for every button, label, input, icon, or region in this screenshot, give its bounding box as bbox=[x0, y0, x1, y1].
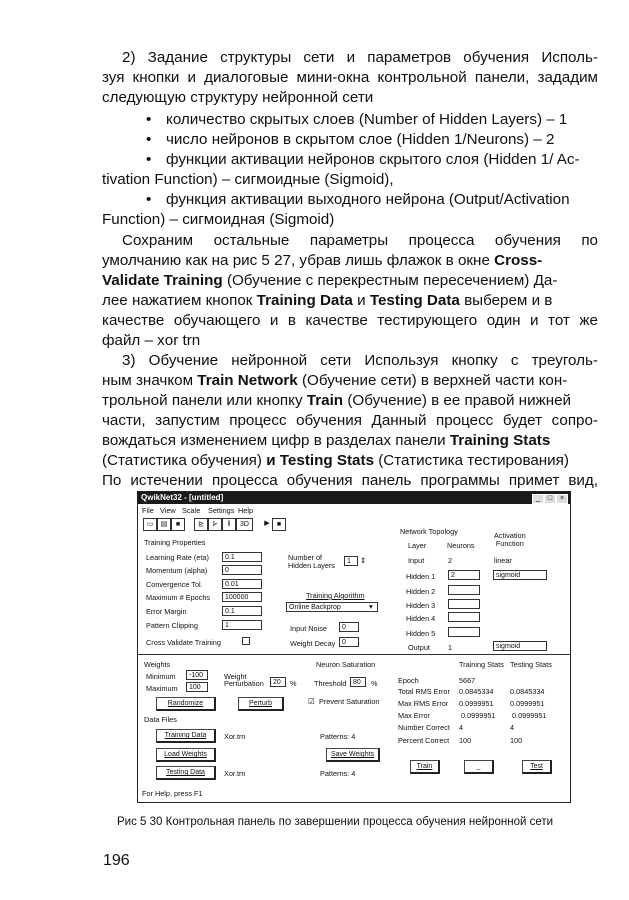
window-title: QwikNet32 - [untitled] bbox=[141, 493, 224, 502]
cross-validate-checkbox[interactable] bbox=[242, 637, 250, 645]
layer-hidden1-label: Hidden 1 bbox=[406, 572, 436, 581]
hidden4-neurons-input[interactable] bbox=[448, 612, 480, 622]
3d-plot-icon[interactable]: 3D bbox=[236, 518, 253, 531]
training-patterns: Patterns: 4 bbox=[320, 732, 356, 741]
menu-settings[interactable]: Settings bbox=[208, 506, 235, 515]
weights-perturbation-label: Weight Perturbation bbox=[224, 672, 264, 688]
para3-line-7: По истечении процесса обучения панель программы примет вид, bbox=[102, 472, 598, 489]
hidden3-neurons-input[interactable] bbox=[448, 599, 480, 609]
perturbation-percent: % bbox=[290, 679, 297, 688]
training-stats-header: Training Stats bbox=[459, 660, 504, 669]
hidden5-neurons-input[interactable] bbox=[448, 627, 480, 637]
hidden2-neurons-input[interactable] bbox=[448, 585, 480, 595]
output-activation-select[interactable]: sigmoid bbox=[493, 641, 547, 651]
max-epochs-label: Maximum # Epochs bbox=[146, 593, 211, 602]
divider bbox=[138, 654, 570, 655]
menu-file[interactable]: File bbox=[142, 506, 154, 515]
error-plot-icon[interactable]: ⊵ bbox=[194, 518, 208, 531]
error-margin-input[interactable]: 0.1 bbox=[222, 606, 262, 616]
chevron-down-icon[interactable]: ▾ bbox=[369, 602, 373, 611]
stat-total-rms-training: 0.0845334 bbox=[459, 687, 494, 696]
learning-rate-label: Learning Rate (eta) bbox=[146, 553, 209, 562]
stat-epoch-training: 5667 bbox=[459, 676, 476, 685]
layer-input-label: Input bbox=[408, 556, 425, 565]
bullet-4: • функция активации выходного нейрона (Output/Activation bbox=[146, 191, 570, 208]
para2-line-1: 2) Задание структуры сети и параметров обучения Исполь- bbox=[122, 49, 598, 66]
layer-output-label: Output bbox=[408, 643, 430, 652]
training-properties-title: Training Properties bbox=[144, 538, 206, 547]
para3-line-1: 3) Обучение нейронной сети Используя кнопку с треуголь- bbox=[122, 352, 598, 369]
stat-percent-correct-training: 100 bbox=[459, 736, 472, 745]
pattern-clipping-label: Pattern Clipping bbox=[146, 621, 198, 630]
stat-max-error-training: 0.0999951 bbox=[461, 711, 496, 720]
testing-file-name: Xor.trn bbox=[224, 769, 246, 778]
learning-rate-input[interactable]: 0.1 bbox=[222, 552, 262, 562]
save-file-icon[interactable]: ■ bbox=[171, 518, 185, 531]
stat-percent-correct-label: Percent Correct bbox=[398, 736, 450, 745]
save-line-4: лее нажатием кнопок Training Data и Testing Data выберем и в bbox=[102, 292, 553, 309]
save-line-5: качестве обучающего и в качестве тестирующего один и тот же bbox=[102, 312, 598, 329]
data-files-title: Data Files bbox=[144, 715, 177, 724]
saturation-title: Neuron Saturation bbox=[316, 660, 376, 669]
prevent-saturation-label: Prevent Saturation bbox=[319, 697, 380, 706]
new-file-icon[interactable]: ▭ bbox=[143, 518, 157, 531]
training-algorithm-label: Training Algorithm bbox=[306, 591, 365, 600]
bullet-4-text: функция активации выходного нейрона (Output/Activation bbox=[166, 191, 570, 208]
para2-line-2: зуя кнопки и диалоговые мини-окна контрольной панели, зададим bbox=[102, 69, 598, 86]
threshold-input[interactable]: 80 bbox=[350, 677, 366, 687]
close-icon[interactable]: × bbox=[556, 494, 568, 504]
perturb-button[interactable]: Perturb bbox=[238, 697, 284, 711]
weights-minimum-label: Minimum bbox=[146, 672, 176, 681]
status-bar: For Help, press F1 bbox=[142, 789, 203, 798]
cross-validate-label: Cross Validate Training bbox=[146, 638, 221, 647]
layer-hidden3-label: Hidden 3 bbox=[406, 601, 436, 610]
save-line-2: умолчанию как на рис 5 27, убрав лишь флажок в окне Cross- bbox=[102, 252, 543, 269]
network-view-icon[interactable]: ⊱ bbox=[208, 518, 222, 531]
bullet-2: • число нейронов в скрытом слое (Hidden 1/Neurons) – 2 bbox=[146, 131, 555, 148]
hidden1-activation-select[interactable]: sigmoid bbox=[493, 570, 547, 580]
bar-chart-icon[interactable]: ‖ bbox=[222, 518, 236, 531]
weights-minimum-input[interactable]: -100 bbox=[186, 670, 208, 680]
layer-input-neurons: 2 bbox=[448, 556, 453, 565]
convergence-label: Convergence Tol. bbox=[146, 580, 203, 589]
para3-line-2: ным значком Train Network (Обучение сети) в верхней части кон- bbox=[102, 372, 568, 389]
bullet-3-text: функции активации нейронов скрытого слоя (Hidden 1/ Ac- bbox=[166, 151, 580, 168]
stat-max-rms-testing: 0.0999951 bbox=[510, 699, 545, 708]
pattern-clipping-input[interactable]: 1 bbox=[222, 620, 262, 630]
testing-data-button[interactable]: Testing Data bbox=[156, 766, 216, 780]
layer-input-activation: linear bbox=[494, 556, 512, 565]
para3-line-4: части, запустим процесс обучения Данный процесс будет сопро- bbox=[102, 412, 598, 429]
topology-col-activation: Activation Function bbox=[494, 531, 526, 548]
layer-output-neurons: 1 bbox=[448, 643, 453, 652]
bullet-3-cont: tivation Function) – сигмоидные (Sigmoid), bbox=[102, 171, 394, 188]
bullet-2-text: число нейронов в скрытом слое (Hidden 1/Neurons) – 2 bbox=[166, 131, 555, 148]
layer-hidden5-label: Hidden 5 bbox=[406, 629, 436, 638]
perturbation-input[interactable]: 20 bbox=[270, 677, 286, 687]
testing-patterns: Patterns: 4 bbox=[320, 769, 356, 778]
para3-line-5: вождаться изменением цифр в разделах панели Training Stats bbox=[102, 432, 551, 449]
menu-view[interactable]: View bbox=[160, 506, 176, 515]
bullet-4-cont: Function) – сигмоидная (Sigmoid) bbox=[102, 211, 335, 228]
threshold-percent: % bbox=[371, 679, 378, 688]
training-algorithm-select[interactable]: Online Backprop bbox=[286, 602, 378, 612]
stat-max-error-label: Max Error bbox=[398, 711, 431, 720]
layer-hidden4-label: Hidden 4 bbox=[406, 614, 436, 623]
weight-decay-input[interactable]: 0 bbox=[339, 637, 359, 647]
topology-col-neurons: Neurons bbox=[447, 541, 475, 550]
stop-button[interactable]: _ bbox=[464, 760, 494, 774]
stat-number-correct-label: Number Correct bbox=[398, 723, 450, 732]
weights-title: Weights bbox=[144, 660, 171, 669]
save-weights-button[interactable]: Save Weights bbox=[326, 748, 380, 762]
topology-title: Network Topology bbox=[400, 527, 458, 536]
error-margin-label: Error Margin bbox=[146, 607, 187, 616]
save-line-1: Сохраним остальные параметры процесса обучения по bbox=[122, 232, 598, 249]
weights-maximum-label: Maximum bbox=[146, 684, 178, 693]
stat-total-rms-label: Total RMS Error bbox=[398, 687, 450, 696]
input-noise-label: Input Noise bbox=[290, 624, 327, 633]
train-network-icon[interactable]: ▶ bbox=[264, 520, 270, 527]
maximize-icon[interactable]: □ bbox=[544, 494, 556, 504]
max-epochs-input[interactable]: 100000 bbox=[222, 592, 262, 602]
training-data-button[interactable]: Training Data bbox=[156, 729, 216, 743]
open-file-icon[interactable]: ▤ bbox=[157, 518, 171, 531]
weights-maximum-input[interactable]: 100 bbox=[186, 682, 208, 692]
momentum-label: Momentum (alpha) bbox=[146, 566, 208, 575]
save-line-6: файл – xor trn bbox=[102, 332, 201, 349]
momentum-input[interactable]: 0 bbox=[222, 565, 262, 575]
convergence-input[interactable]: 0.01 bbox=[222, 579, 262, 589]
load-weights-button[interactable]: Load Weights bbox=[156, 748, 216, 762]
para3-line-3: трольной панели или кнопку Train (Обучение) в ее правой нижней bbox=[102, 392, 572, 409]
hidden1-neurons-input[interactable]: 2 bbox=[448, 570, 480, 580]
stat-max-error-testing: 0.0999951 bbox=[512, 711, 547, 720]
menu-scale[interactable]: Scale bbox=[182, 506, 201, 515]
stat-number-correct-testing: 4 bbox=[510, 723, 515, 732]
weight-decay-label: Weight Decay bbox=[290, 639, 336, 648]
title-bar bbox=[138, 492, 570, 504]
qwiknet-window bbox=[137, 491, 571, 803]
bullet-1: • количество скрытых слоев (Number of Hidden Layers) – 1 bbox=[146, 111, 568, 128]
para3-line-6: (Статистика обучения) и Testing Stats (Статистика тестирования) bbox=[102, 452, 569, 469]
train-button[interactable]: Train bbox=[410, 760, 440, 774]
stop-icon[interactable]: ■ bbox=[272, 518, 286, 531]
stat-percent-correct-testing: 100 bbox=[510, 736, 523, 745]
topology-col-layer: Layer bbox=[408, 541, 427, 550]
page-number: 196 bbox=[103, 852, 130, 869]
minimize-icon[interactable]: _ bbox=[532, 494, 544, 504]
stat-max-rms-training: 0.0999951 bbox=[459, 699, 494, 708]
training-file-name: Xor.trn bbox=[224, 732, 246, 741]
menu-help[interactable]: Help bbox=[238, 506, 254, 515]
test-button[interactable]: Test bbox=[522, 760, 552, 774]
spinner-icon[interactable]: ⇕ bbox=[360, 556, 367, 565]
input-noise-input[interactable]: 0 bbox=[339, 622, 359, 632]
save-line-3: Validate Training (Обучение с перекрестным пересечением) Да- bbox=[102, 272, 558, 289]
figure-caption: Рис 5 30 Контрольная панель по завершении процесса обучения нейронной сети bbox=[117, 816, 554, 828]
prevent-saturation-checkbox[interactable]: ☑ bbox=[308, 697, 315, 706]
para2-line-3: следующую структуру нейронной сети bbox=[102, 89, 374, 106]
stat-epoch-label: Epoch bbox=[398, 676, 419, 685]
stat-max-rms-label: Max RMS Error bbox=[398, 699, 449, 708]
stat-number-correct-training: 4 bbox=[459, 723, 464, 732]
hidden-layers-label: Number of Hidden Layers bbox=[288, 553, 336, 570]
hidden-layers-input[interactable]: 1 bbox=[344, 556, 358, 566]
bullet-3: • функции активации нейронов скрытого слоя (Hidden 1/ Ac- bbox=[146, 151, 580, 168]
layer-hidden2-label: Hidden 2 bbox=[406, 587, 436, 596]
bullet-1-text: количество скрытых слоев (Number of Hidden Layers) – 1 bbox=[166, 111, 568, 128]
threshold-label: Threshold bbox=[314, 679, 347, 688]
randomize-button[interactable]: Randomize bbox=[156, 697, 216, 711]
stat-total-rms-testing: 0.0845334 bbox=[510, 687, 545, 696]
testing-stats-header: Testing Stats bbox=[510, 660, 552, 669]
